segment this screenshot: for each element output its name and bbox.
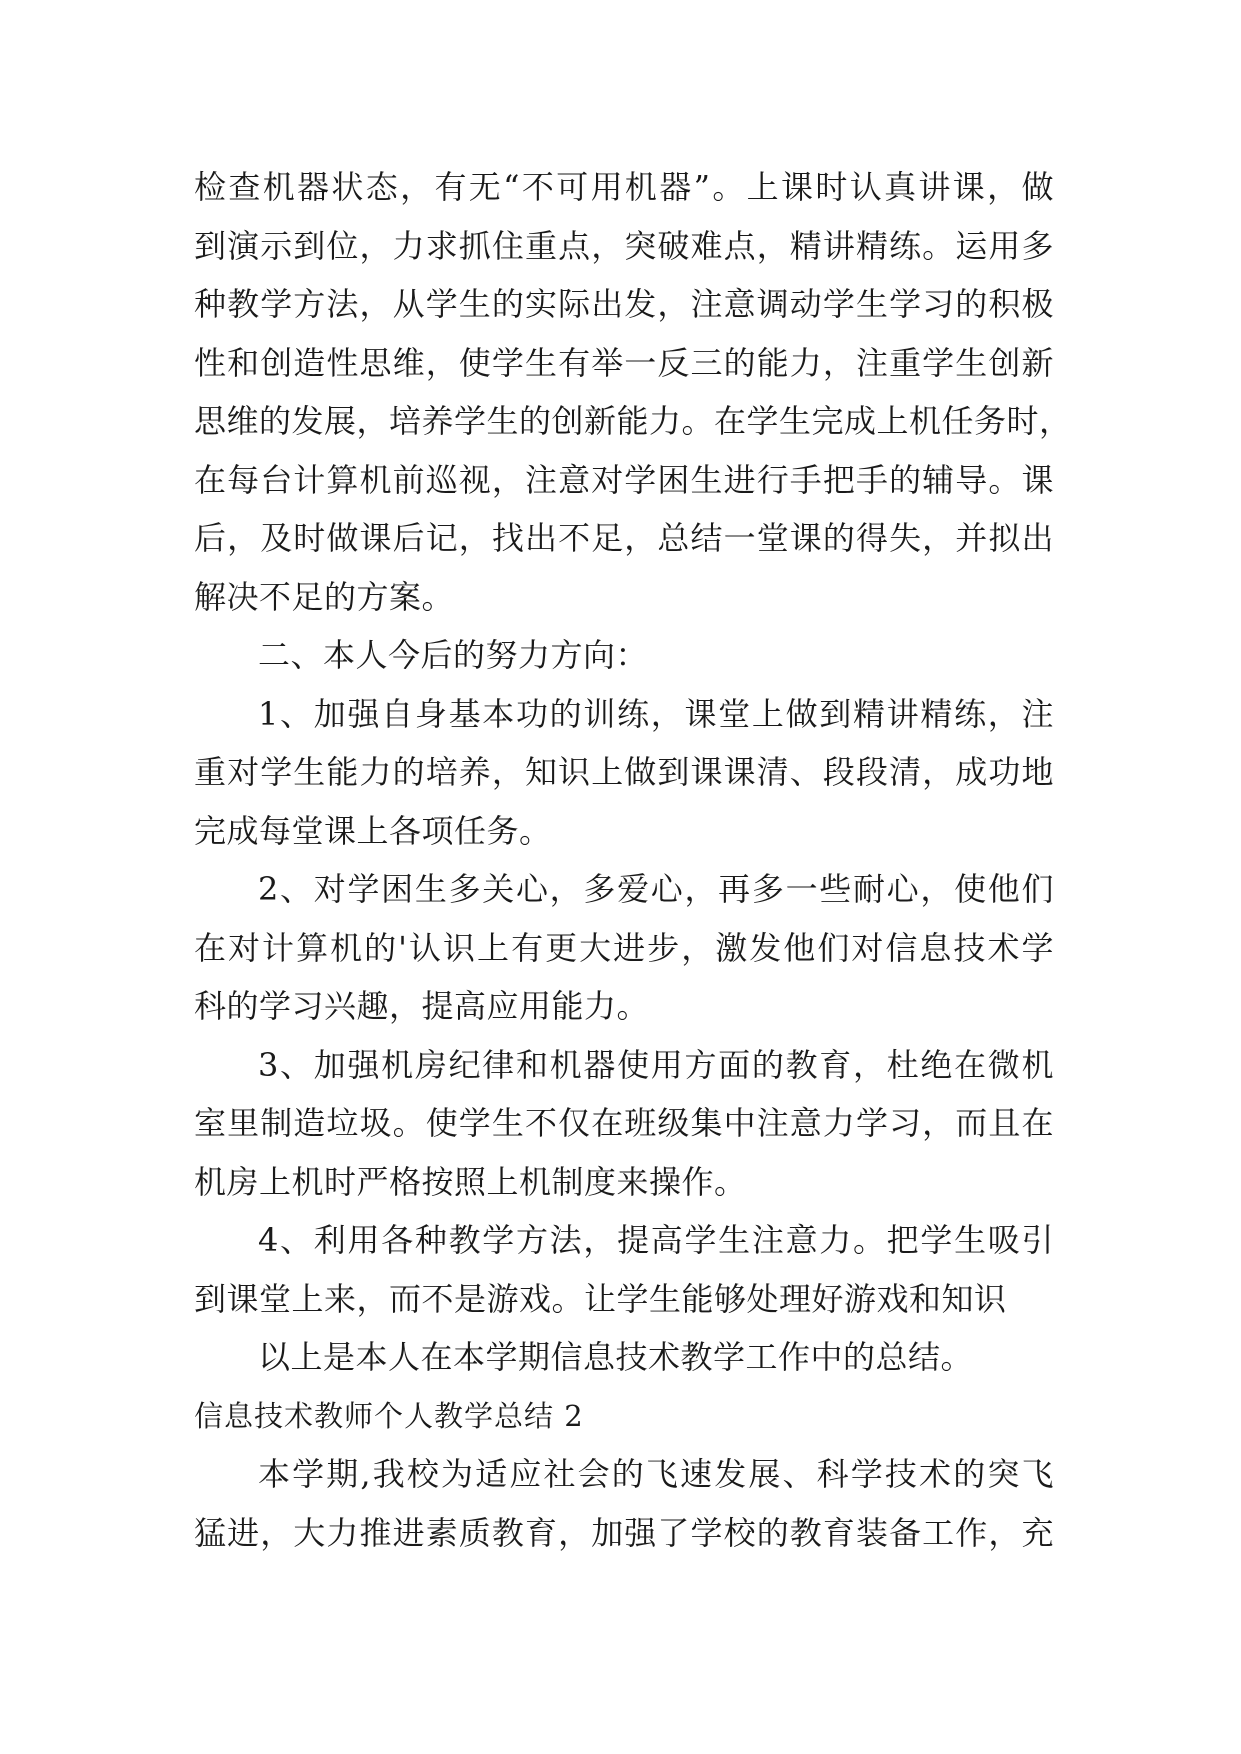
list-item-4-start: 4、利用各种教学方法，提高学生注意力。把学生吸引 — [258, 1221, 1054, 1259]
list-item-3-start: 3、加强机房纪律和机器使用方面的教育，杜绝在微机 — [258, 1045, 1054, 1084]
text-line: 重对学生能力的培养，知识上做到课课清、段段清，成功地 — [194, 753, 1054, 791]
list-item-2-start: 2、对学困生多关心，多爱心，再多一些耐心，使他们 — [258, 870, 1054, 908]
text-line: 在每台计算机前巡视，注意对学困生进行手把手的辅导。课 — [194, 460, 1054, 499]
text-line: 猛进，大力推进素质教育，加强了学校的教育装备工作，充 — [194, 1513, 1054, 1552]
list-item-1-start: 1、加强自身基本功的训练，课堂上做到精讲精练，注 — [258, 694, 1054, 733]
text-line: 完成每堂课上各项任务。 — [194, 811, 552, 850]
text-line: 室里制造垃圾。使学生不仅在班级集中注意力学习，而且在 — [194, 1104, 1054, 1142]
text-line: 在对计算机的'认识上有更大进步，激发他们对信息技术学 — [194, 928, 1054, 967]
text-line: 到演示到位，力求抓住重点，突破难点，精讲精练。运用多 — [194, 226, 1054, 265]
text-line: 检查机器状态，有无“不可用机器”。上课时认真讲课，做 — [194, 168, 1054, 206]
document-body — [194, 158, 1072, 1562]
text-line: 后，及时做课后记，找出不足，总结一堂课的得失，并拟出 — [194, 519, 1054, 557]
text-line: 性和创造性思维，使学生有举一反三的能力，注重学生创新 — [194, 343, 1054, 382]
text-line: 思维的发展，培养学生的创新能力。在学生完成上机任务时， — [194, 402, 1072, 440]
text-line: 种教学方法，从学生的实际出发，注意调动学生学习的积极 — [194, 285, 1054, 323]
text-line: 到课堂上来，而不是游戏。让学生能够处理好游戏和知识 — [194, 1279, 1007, 1318]
text-line: 本学期,我校为适应社会的飞速发展、科学技术的突飞 — [258, 1455, 1054, 1493]
summary-line: 以上是本人在本学期信息技术教学工作中的总结。 — [258, 1338, 974, 1376]
text-line: 机房上机时严格按照上机制度来操作。 — [194, 1162, 747, 1201]
section-heading: 二、本人今后的努力方向： — [258, 636, 649, 674]
text-line: 科的学习兴趣，提高应用能力。 — [194, 987, 650, 1025]
article-title: 信息技术教师个人教学总结 2 — [194, 1398, 584, 1433]
text-line: 解决不足的方案。 — [194, 577, 455, 616]
